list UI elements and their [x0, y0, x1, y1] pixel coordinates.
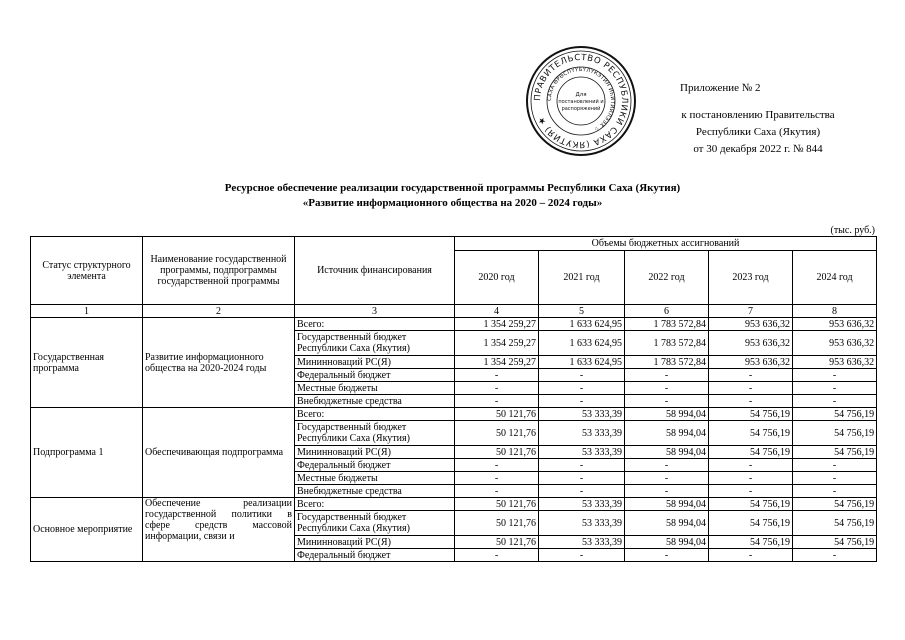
column-number: 1: [31, 305, 143, 318]
value-cell: 50 121,76: [455, 536, 539, 549]
value-cell: 54 756,19: [709, 408, 793, 421]
value-cell: -: [793, 549, 877, 562]
source-cell: Внебюджетные средства: [295, 395, 455, 408]
value-cell: -: [709, 485, 793, 498]
value-cell: -: [455, 369, 539, 382]
column-number: 4: [455, 305, 539, 318]
value-cell: 53 333,39: [539, 446, 625, 459]
value-cell: 953 636,32: [709, 331, 793, 356]
appendix-line-2: Республики Саха (Якутия): [695, 126, 821, 138]
table-row: [31, 408, 877, 421]
value-cell: 53 333,39: [539, 408, 625, 421]
program-name-cell: Обеспечение реализации государственной политики в сфере средств массовой информации, связи и: [143, 498, 295, 562]
value-cell: 54 756,19: [709, 498, 793, 511]
value-cell: -: [709, 395, 793, 408]
value-cell: 953 636,32: [793, 331, 877, 356]
value-cell: -: [793, 395, 877, 408]
source-cell: Федеральный бюджет: [295, 549, 455, 562]
value-cell: -: [455, 472, 539, 485]
value-cell: -: [539, 382, 625, 395]
source-cell: Мининноваций РС(Я): [295, 536, 455, 549]
source-cell: Всего:: [295, 318, 455, 331]
svg-text:постановлений и: постановлений и: [558, 99, 604, 105]
value-cell: -: [455, 459, 539, 472]
column-number: 7: [709, 305, 793, 318]
source-cell: Федеральный бюджет: [295, 459, 455, 472]
value-cell: 50 121,76: [455, 421, 539, 446]
value-cell: 58 994,04: [625, 408, 709, 421]
value-cell: 1 633 624,95: [539, 356, 625, 369]
status-cell: Государственная программа: [31, 318, 143, 408]
value-cell: 50 121,76: [455, 498, 539, 511]
value-cell: 58 994,04: [625, 511, 709, 536]
value-cell: -: [709, 382, 793, 395]
value-cell: 1 633 624,95: [539, 318, 625, 331]
column-number: 8: [793, 305, 877, 318]
value-cell: 953 636,32: [709, 356, 793, 369]
value-cell: -: [709, 549, 793, 562]
source-cell: Государственный бюджет Республики Саха (Якутия): [295, 511, 455, 536]
header-source: Источник финансирования: [295, 237, 455, 305]
value-cell: 54 756,19: [793, 421, 877, 446]
appendix-block: [638, 80, 878, 158]
value-cell: 54 756,19: [793, 408, 877, 421]
source-cell: Федеральный бюджет: [295, 369, 455, 382]
header-name: Наименование государственной программы, подпрограммы государственной программы: [143, 237, 295, 305]
value-cell: -: [625, 369, 709, 382]
appendix-line-3: от 30 декабря 2022 г. № 844: [693, 143, 823, 155]
value-cell: 50 121,76: [455, 511, 539, 536]
value-cell: 54 756,19: [709, 421, 793, 446]
title-line-1: Ресурсное обеспечение реализации государственной программы Республики Саха (Якутия): [224, 182, 681, 194]
value-cell: 54 756,19: [793, 536, 877, 549]
source-cell: Мининноваций РС(Я): [295, 446, 455, 459]
value-cell: 58 994,04: [625, 446, 709, 459]
source-cell: Всего:: [295, 408, 455, 421]
value-cell: -: [793, 472, 877, 485]
value-cell: -: [793, 459, 877, 472]
header-year: 2020 год: [455, 251, 539, 305]
title-line-2: «Развитие информационного общества на 2020 – 2024 годы»: [302, 197, 603, 209]
units-label: (тыс. руб.): [830, 225, 875, 236]
header-year: 2022 год: [625, 251, 709, 305]
source-cell: Местные бюджеты: [295, 382, 455, 395]
svg-text:САХА ӨРӨСПҮҮБҮЛҮКЭТИН ИҺИТИИЛЭ: САХА ӨРӨСПҮҮБҮЛҮКЭТИН ИҺИТИИЛЭЭХ ☆: [546, 66, 616, 132]
source-cell: Местные бюджеты: [295, 472, 455, 485]
source-cell: Внебюджетные средства: [295, 485, 455, 498]
value-cell: 54 756,19: [709, 511, 793, 536]
value-cell: -: [539, 549, 625, 562]
value-cell: 54 756,19: [709, 446, 793, 459]
value-cell: -: [709, 459, 793, 472]
value-cell: 1 783 572,84: [625, 318, 709, 331]
value-cell: -: [625, 382, 709, 395]
value-cell: -: [455, 395, 539, 408]
value-cell: -: [455, 549, 539, 562]
value-cell: -: [455, 485, 539, 498]
column-number: 5: [539, 305, 625, 318]
svg-text:Для: Для: [575, 92, 587, 98]
value-cell: 1 354 259,27: [455, 318, 539, 331]
source-cell: Государственный бюджет Республики Саха (Якутия): [295, 421, 455, 446]
value-cell: 953 636,32: [793, 356, 877, 369]
resource-table: [30, 236, 877, 562]
document-title: [0, 181, 905, 211]
value-cell: 58 994,04: [625, 498, 709, 511]
table-body: [31, 318, 877, 562]
header-year: 2024 год: [793, 251, 877, 305]
value-cell: 53 333,39: [539, 536, 625, 549]
value-cell: 1 633 624,95: [539, 331, 625, 356]
official-seal: [525, 45, 637, 157]
table-row: [31, 318, 877, 331]
program-name-cell: Обеспечивающая подпрограмма: [143, 408, 295, 498]
svg-text:ПРАВИТЕЛЬСТВО РЕСПУБЛИКИ САХА: ПРАВИТЕЛЬСТВО РЕСПУБЛИКИ САХА (ЯКУТИЯ) ★: [532, 52, 630, 150]
value-cell: -: [539, 472, 625, 485]
column-number: 6: [625, 305, 709, 318]
value-cell: 58 994,04: [625, 421, 709, 446]
value-cell: 53 333,39: [539, 511, 625, 536]
column-number: 3: [295, 305, 455, 318]
value-cell: -: [625, 472, 709, 485]
value-cell: 1 354 259,27: [455, 331, 539, 356]
table-row: [31, 498, 877, 511]
value-cell: -: [793, 369, 877, 382]
value-cell: 54 756,19: [709, 536, 793, 549]
value-cell: -: [709, 472, 793, 485]
value-cell: 54 756,19: [793, 446, 877, 459]
value-cell: -: [625, 485, 709, 498]
value-cell: -: [539, 459, 625, 472]
appendix-line-1: к постановлению Правительства: [681, 109, 835, 121]
value-cell: 1 783 572,84: [625, 356, 709, 369]
program-name-cell: Развитие информационного общества на 2020-2024 годы: [143, 318, 295, 408]
column-number: 2: [143, 305, 295, 318]
value-cell: 53 333,39: [539, 421, 625, 446]
value-cell: 1 354 259,27: [455, 356, 539, 369]
value-cell: -: [625, 395, 709, 408]
header-status: Статус структурного элемента: [31, 237, 143, 305]
value-cell: 58 994,04: [625, 536, 709, 549]
source-cell: Государственный бюджет Республики Саха (Якутия): [295, 331, 455, 356]
header-volumes: Объемы бюджетных ассигнований: [455, 237, 877, 251]
status-cell: Подпрограмма 1: [31, 408, 143, 498]
value-cell: -: [793, 382, 877, 395]
value-cell: -: [539, 369, 625, 382]
value-cell: -: [455, 382, 539, 395]
value-cell: -: [625, 549, 709, 562]
value-cell: 50 121,76: [455, 446, 539, 459]
value-cell: 54 756,19: [793, 498, 877, 511]
value-cell: 50 121,76: [455, 408, 539, 421]
value-cell: 54 756,19: [793, 511, 877, 536]
value-cell: -: [625, 459, 709, 472]
value-cell: 53 333,39: [539, 498, 625, 511]
svg-text:распоряжений: распоряжений: [561, 106, 601, 112]
header-year: 2023 год: [709, 251, 793, 305]
value-cell: 1 783 572,84: [625, 331, 709, 356]
value-cell: 953 636,32: [709, 318, 793, 331]
value-cell: 953 636,32: [793, 318, 877, 331]
status-cell: Основное мероприятие: [31, 498, 143, 562]
source-cell: Мининноваций РС(Я): [295, 356, 455, 369]
appendix-number: Приложение № 2: [680, 82, 761, 94]
source-cell: Всего:: [295, 498, 455, 511]
value-cell: -: [539, 395, 625, 408]
value-cell: -: [709, 369, 793, 382]
value-cell: -: [539, 485, 625, 498]
value-cell: -: [793, 485, 877, 498]
header-year: 2021 год: [539, 251, 625, 305]
